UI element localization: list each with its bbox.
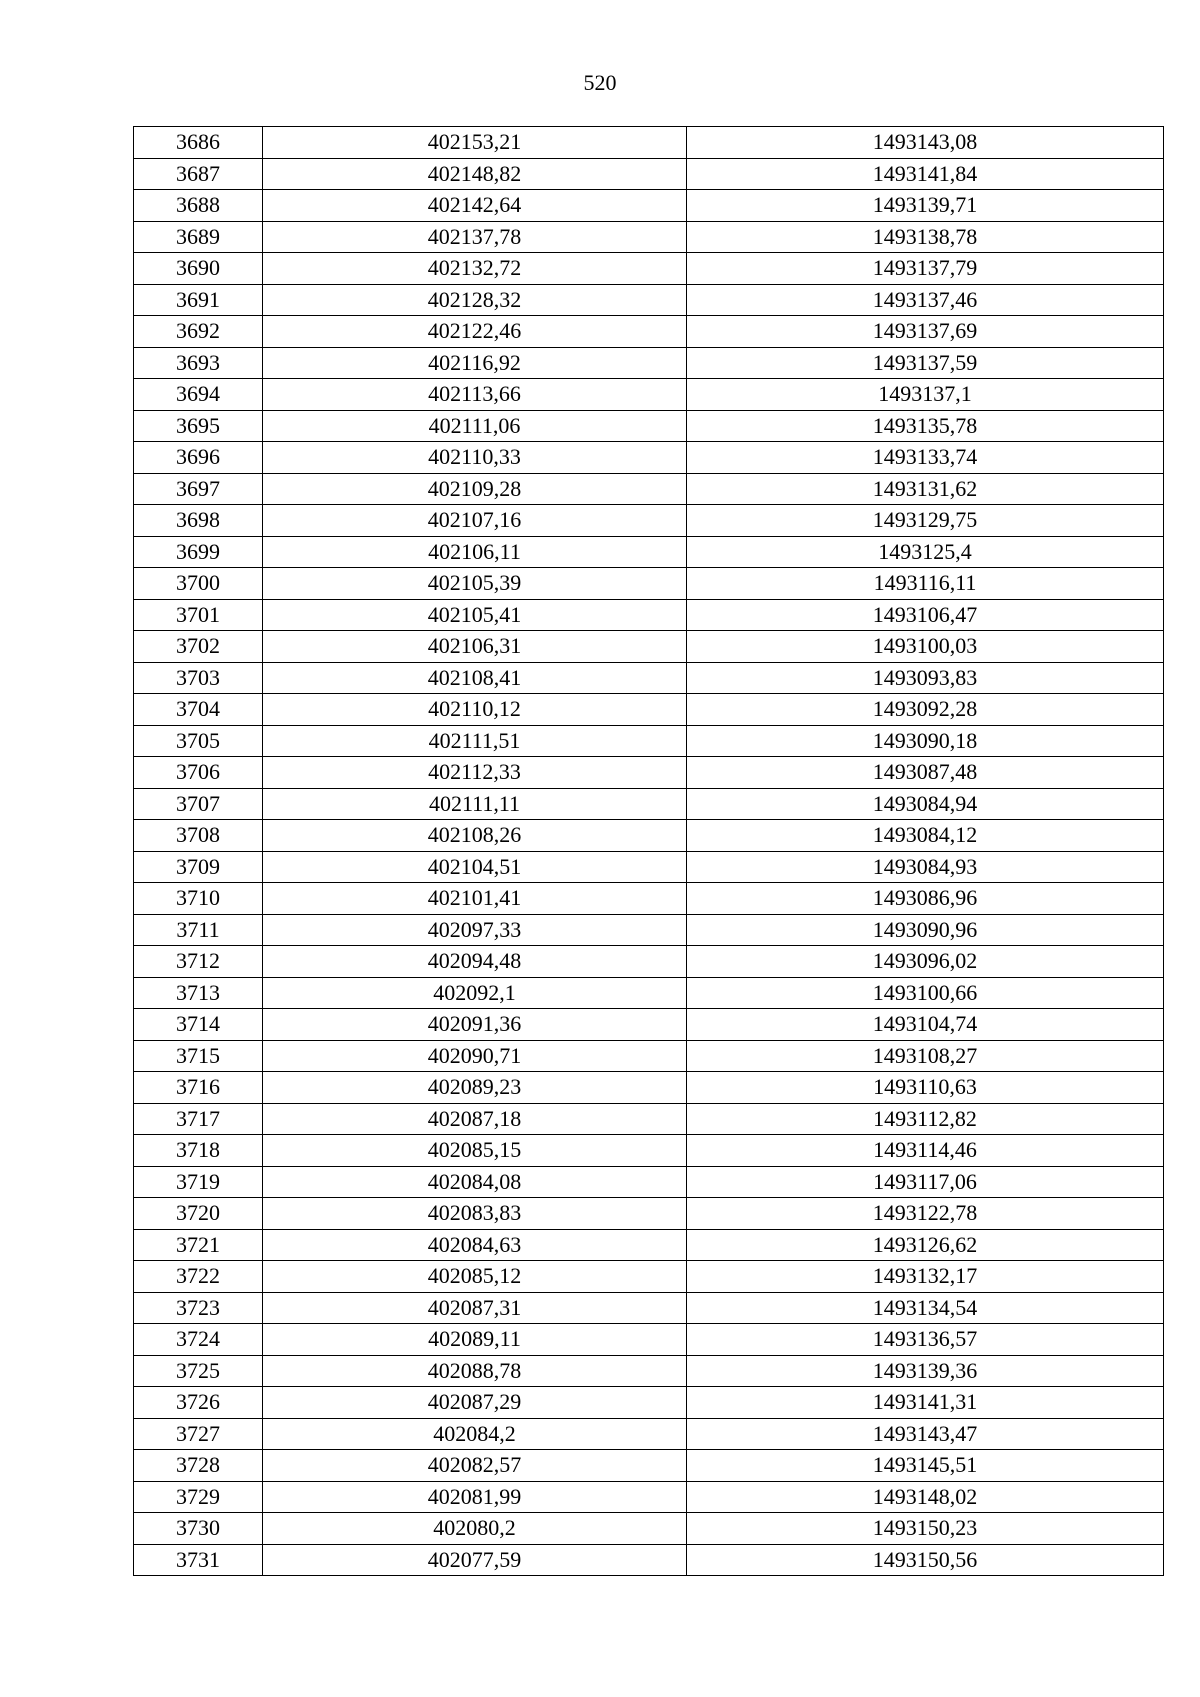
y-coordinate-cell: 1493137,79 [687,253,1164,285]
table-row [134,1040,1164,1072]
y-coordinate-cell: 1493106,47 [687,599,1164,631]
x-coordinate-cell: 402101,41 [263,883,687,915]
point-number-cell: 3729 [134,1481,263,1513]
x-coordinate-cell: 402128,32 [263,284,687,316]
y-coordinate-cell: 1493133,74 [687,442,1164,474]
point-number-cell: 3715 [134,1040,263,1072]
table-row [134,221,1164,253]
point-number-cell: 3726 [134,1387,263,1419]
x-coordinate-cell: 402085,12 [263,1261,687,1293]
x-coordinate-cell: 402108,26 [263,820,687,852]
x-coordinate-cell: 402112,33 [263,757,687,789]
y-coordinate-cell: 1493136,57 [687,1324,1164,1356]
x-coordinate-cell: 402116,92 [263,347,687,379]
x-coordinate-cell: 402105,39 [263,568,687,600]
table-row [134,1513,1164,1545]
table-row [134,347,1164,379]
point-number-cell: 3707 [134,788,263,820]
point-number-cell: 3704 [134,694,263,726]
table-row [134,946,1164,978]
table-row [134,505,1164,537]
x-coordinate-cell: 402097,33 [263,914,687,946]
point-number-cell: 3688 [134,190,263,222]
x-coordinate-cell: 402111,11 [263,788,687,820]
point-number-cell: 3694 [134,379,263,411]
x-coordinate-cell: 402092,1 [263,977,687,1009]
y-coordinate-cell: 1493137,46 [687,284,1164,316]
table-row [134,914,1164,946]
point-number-cell: 3709 [134,851,263,883]
table-row [134,1355,1164,1387]
y-coordinate-cell: 1493084,94 [687,788,1164,820]
table-row [134,662,1164,694]
point-number-cell: 3701 [134,599,263,631]
point-number-cell: 3713 [134,977,263,1009]
x-coordinate-cell: 402105,41 [263,599,687,631]
x-coordinate-cell: 402106,31 [263,631,687,663]
x-coordinate-cell: 402132,72 [263,253,687,285]
x-coordinate-cell: 402082,57 [263,1450,687,1482]
table-row [134,1544,1164,1576]
y-coordinate-cell: 1493129,75 [687,505,1164,537]
point-number-cell: 3719 [134,1166,263,1198]
x-coordinate-cell: 402110,12 [263,694,687,726]
x-coordinate-cell: 402090,71 [263,1040,687,1072]
x-coordinate-cell: 402087,31 [263,1292,687,1324]
point-number-cell: 3708 [134,820,263,852]
y-coordinate-cell: 1493138,78 [687,221,1164,253]
point-number-cell: 3692 [134,316,263,348]
y-coordinate-cell: 1493117,06 [687,1166,1164,1198]
table-row [134,1229,1164,1261]
table-row [134,536,1164,568]
table-row [134,1292,1164,1324]
y-coordinate-cell: 1493090,18 [687,725,1164,757]
table-row [134,410,1164,442]
point-number-cell: 3717 [134,1103,263,1135]
coordinates-table-body [134,127,1164,1576]
point-number-cell: 3721 [134,1229,263,1261]
x-coordinate-cell: 402107,16 [263,505,687,537]
x-coordinate-cell: 402077,59 [263,1544,687,1576]
x-coordinate-cell: 402110,33 [263,442,687,474]
x-coordinate-cell: 402084,63 [263,1229,687,1261]
point-number-cell: 3697 [134,473,263,505]
point-number-cell: 3686 [134,127,263,159]
point-number-cell: 3730 [134,1513,263,1545]
table-row [134,1198,1164,1230]
x-coordinate-cell: 402122,46 [263,316,687,348]
y-coordinate-cell: 1493084,12 [687,820,1164,852]
table-row [134,1418,1164,1450]
x-coordinate-cell: 402087,29 [263,1387,687,1419]
y-coordinate-cell: 1493112,82 [687,1103,1164,1135]
y-coordinate-cell: 1493141,84 [687,158,1164,190]
point-number-cell: 3725 [134,1355,263,1387]
point-number-cell: 3702 [134,631,263,663]
page-number: 520 [583,70,617,95]
table-row [134,473,1164,505]
y-coordinate-cell: 1493143,08 [687,127,1164,159]
x-coordinate-cell: 402089,11 [263,1324,687,1356]
y-coordinate-cell: 1493132,17 [687,1261,1164,1293]
y-coordinate-cell: 1493122,78 [687,1198,1164,1230]
y-coordinate-cell: 1493131,62 [687,473,1164,505]
x-coordinate-cell: 402087,18 [263,1103,687,1135]
y-coordinate-cell: 1493143,47 [687,1418,1164,1450]
point-number-cell: 3690 [134,253,263,285]
x-coordinate-cell: 402080,2 [263,1513,687,1545]
y-coordinate-cell: 1493116,11 [687,568,1164,600]
y-coordinate-cell: 1493139,36 [687,1355,1164,1387]
table-row [134,1166,1164,1198]
y-coordinate-cell: 1493150,23 [687,1513,1164,1545]
y-coordinate-cell: 1493092,28 [687,694,1164,726]
point-number-cell: 3695 [134,410,263,442]
table-row [134,631,1164,663]
x-coordinate-cell: 402084,2 [263,1418,687,1450]
point-number-cell: 3711 [134,914,263,946]
table-row [134,725,1164,757]
x-coordinate-cell: 402104,51 [263,851,687,883]
x-coordinate-cell: 402081,99 [263,1481,687,1513]
point-number-cell: 3710 [134,883,263,915]
table-row [134,1387,1164,1419]
point-number-cell: 3718 [134,1135,263,1167]
y-coordinate-cell: 1493093,83 [687,662,1164,694]
y-coordinate-cell: 1493135,78 [687,410,1164,442]
point-number-cell: 3699 [134,536,263,568]
point-number-cell: 3716 [134,1072,263,1104]
point-number-cell: 3687 [134,158,263,190]
table-row [134,1072,1164,1104]
x-coordinate-cell: 402137,78 [263,221,687,253]
y-coordinate-cell: 1493087,48 [687,757,1164,789]
point-number-cell: 3723 [134,1292,263,1324]
x-coordinate-cell: 402111,51 [263,725,687,757]
table-row [134,316,1164,348]
table-row [134,1450,1164,1482]
x-coordinate-cell: 402089,23 [263,1072,687,1104]
y-coordinate-cell: 1493104,74 [687,1009,1164,1041]
point-number-cell: 3693 [134,347,263,379]
table-row [134,253,1164,285]
table-row [134,757,1164,789]
point-number-cell: 3727 [134,1418,263,1450]
point-number-cell: 3714 [134,1009,263,1041]
table-row [134,788,1164,820]
table-row [134,190,1164,222]
x-coordinate-cell: 402111,06 [263,410,687,442]
point-number-cell: 3689 [134,221,263,253]
table-row [134,284,1164,316]
y-coordinate-cell: 1493100,66 [687,977,1164,1009]
table-row [134,977,1164,1009]
table-row [134,1261,1164,1293]
x-coordinate-cell: 402106,11 [263,536,687,568]
table-row [134,379,1164,411]
table-row [134,599,1164,631]
coordinates-table [133,126,1164,1576]
y-coordinate-cell: 1493110,63 [687,1072,1164,1104]
y-coordinate-cell: 1493126,62 [687,1229,1164,1261]
x-coordinate-cell: 402083,83 [263,1198,687,1230]
y-coordinate-cell: 1493137,1 [687,379,1164,411]
table-row [134,694,1164,726]
point-number-cell: 3703 [134,662,263,694]
x-coordinate-cell: 402148,82 [263,158,687,190]
point-number-cell: 3724 [134,1324,263,1356]
table-row [134,1103,1164,1135]
point-number-cell: 3698 [134,505,263,537]
y-coordinate-cell: 1493108,27 [687,1040,1164,1072]
table-row [134,1324,1164,1356]
table-row [134,1009,1164,1041]
table-row [134,127,1164,159]
table-row [134,1481,1164,1513]
y-coordinate-cell: 1493090,96 [687,914,1164,946]
x-coordinate-cell: 402142,64 [263,190,687,222]
x-coordinate-cell: 402113,66 [263,379,687,411]
y-coordinate-cell: 1493134,54 [687,1292,1164,1324]
point-number-cell: 3705 [134,725,263,757]
y-coordinate-cell: 1493084,93 [687,851,1164,883]
x-coordinate-cell: 402085,15 [263,1135,687,1167]
y-coordinate-cell: 1493096,02 [687,946,1164,978]
x-coordinate-cell: 402108,41 [263,662,687,694]
table-row [134,1135,1164,1167]
y-coordinate-cell: 1493100,03 [687,631,1164,663]
x-coordinate-cell: 402091,36 [263,1009,687,1041]
table-row [134,820,1164,852]
y-coordinate-cell: 1493125,4 [687,536,1164,568]
point-number-cell: 3712 [134,946,263,978]
y-coordinate-cell: 1493137,59 [687,347,1164,379]
y-coordinate-cell: 1493145,51 [687,1450,1164,1482]
table-row [134,851,1164,883]
table-row [134,883,1164,915]
point-number-cell: 3722 [134,1261,263,1293]
point-number-cell: 3720 [134,1198,263,1230]
point-number-cell: 3696 [134,442,263,474]
point-number-cell: 3706 [134,757,263,789]
point-number-cell: 3700 [134,568,263,600]
table-row [134,442,1164,474]
x-coordinate-cell: 402088,78 [263,1355,687,1387]
table-row [134,158,1164,190]
y-coordinate-cell: 1493137,69 [687,316,1164,348]
y-coordinate-cell: 1493150,56 [687,1544,1164,1576]
point-number-cell: 3691 [134,284,263,316]
y-coordinate-cell: 1493139,71 [687,190,1164,222]
point-number-cell: 3728 [134,1450,263,1482]
table-row [134,568,1164,600]
y-coordinate-cell: 1493114,46 [687,1135,1164,1167]
x-coordinate-cell: 402153,21 [263,127,687,159]
point-number-cell: 3731 [134,1544,263,1576]
y-coordinate-cell: 1493141,31 [687,1387,1164,1419]
x-coordinate-cell: 402109,28 [263,473,687,505]
y-coordinate-cell: 1493148,02 [687,1481,1164,1513]
x-coordinate-cell: 402084,08 [263,1166,687,1198]
x-coordinate-cell: 402094,48 [263,946,687,978]
y-coordinate-cell: 1493086,96 [687,883,1164,915]
